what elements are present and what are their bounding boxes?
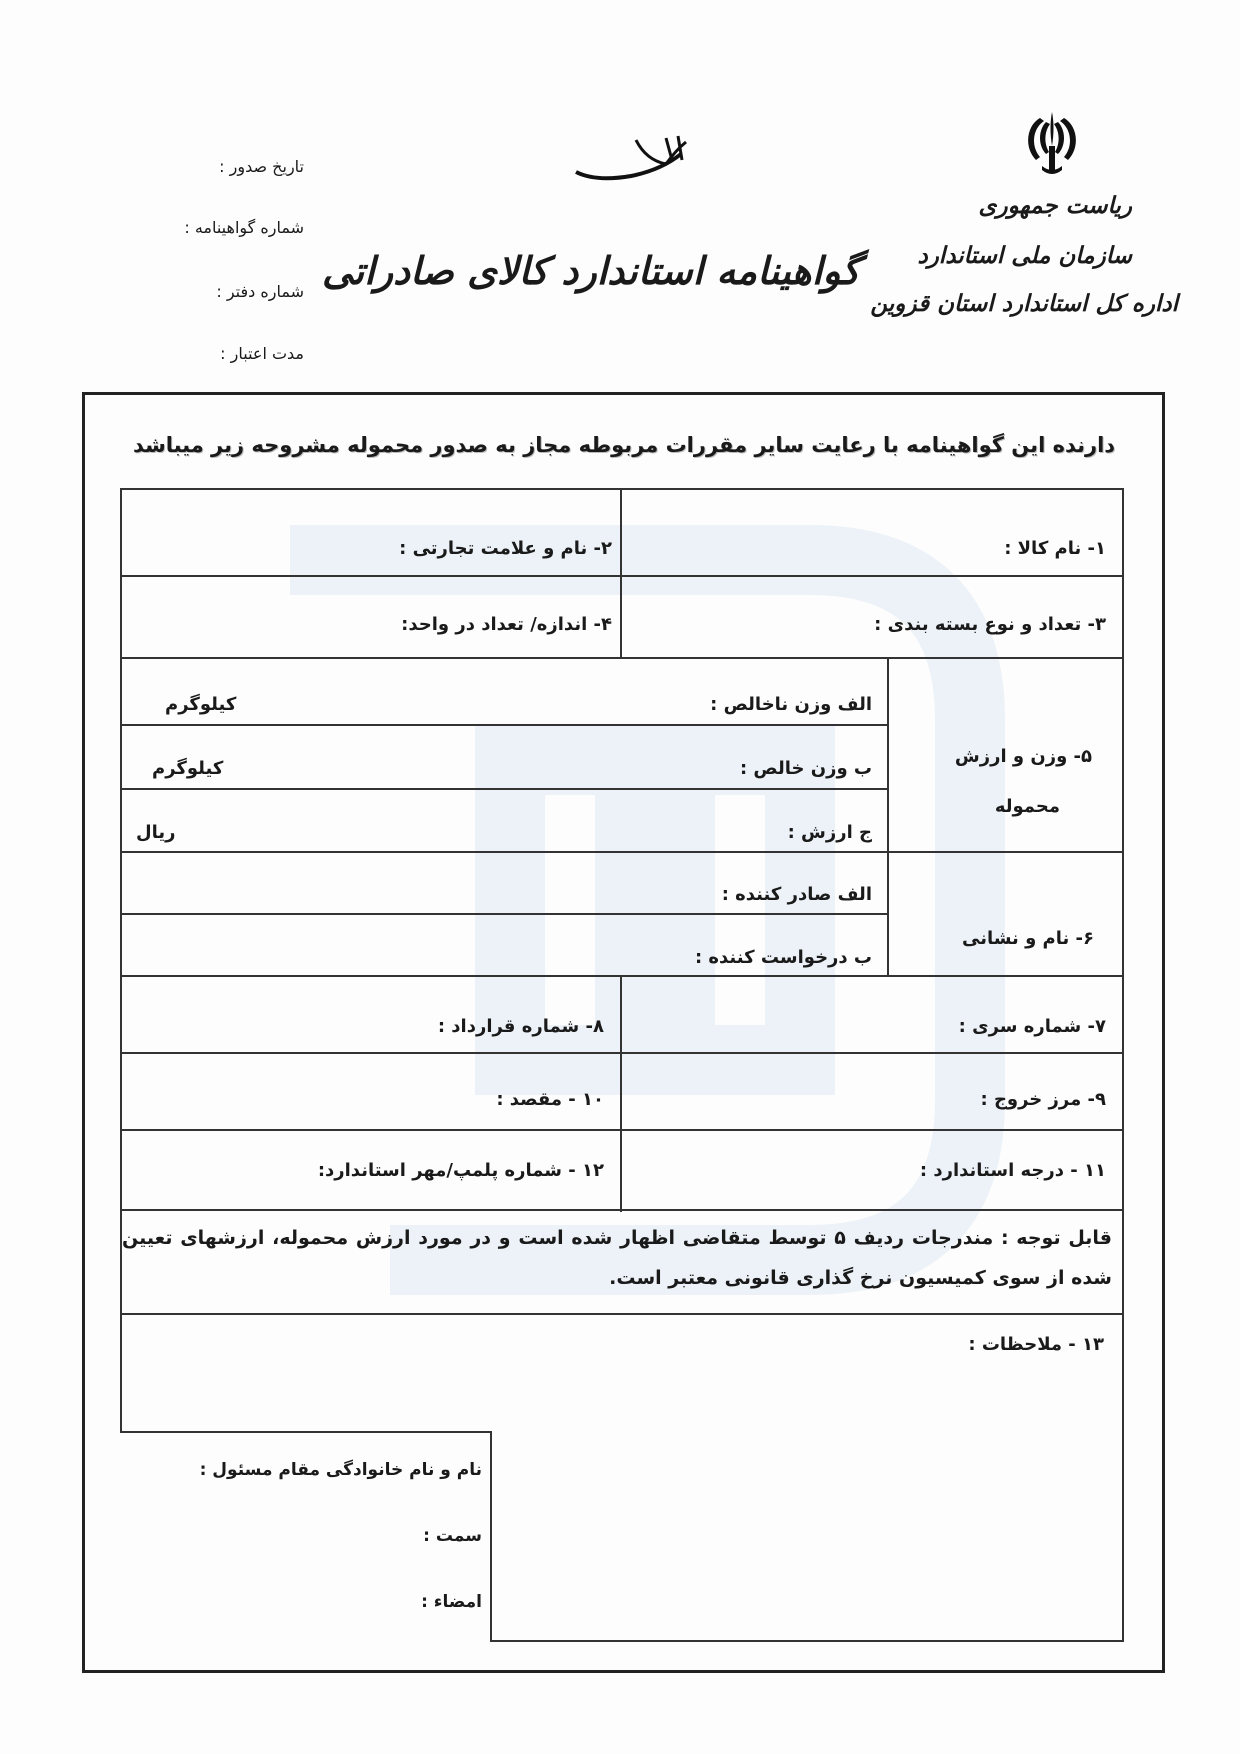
org-line-national-standards: سازمان ملی استاندارد <box>917 242 1132 269</box>
field-11-standard-grade: ۱۱ - درجه استاندارد : <box>919 1160 1106 1181</box>
field-1-product-name: ۱- نام کالا : <box>1004 538 1106 559</box>
office-number-label: شماره دفتر : <box>216 282 304 301</box>
intro-statement: دارنده این گواهینامه با رعایت سایر مقررات مربوطه مجاز به صدور محموله مشروحه زیر میباشد <box>132 433 1116 457</box>
field-5-weight-value: ۵- وزن و ارزش <box>954 746 1092 767</box>
gross-weight-unit: کیلوگرم <box>165 694 237 715</box>
official-signature-label: امضاء : <box>421 1592 482 1612</box>
field-9-exit-border: ۹- مرز خروج : <box>980 1089 1106 1110</box>
field-10-destination: ۱۰ - مقصد : <box>496 1089 604 1110</box>
basmala-calligraphy <box>566 130 706 190</box>
field-2-brand-name: ۲- نام و علامت تجارتی : <box>399 538 612 559</box>
basmala-calligraphy-icon <box>566 130 706 190</box>
field-5a-gross-weight: الف وزن ناخالص : <box>710 694 872 715</box>
official-name-label: نام و نام خانوادگی مقام مسئول : <box>199 1460 482 1480</box>
field-7-serial-number: ۷- شماره سری : <box>958 1016 1106 1037</box>
field-6b-applicant: ب درخواست کننده : <box>694 947 872 968</box>
net-weight-unit: کیلوگرم <box>152 758 224 779</box>
field-6a-exporter: الف صادر کننده : <box>721 884 872 905</box>
field-13-remarks: ۱۳ - ملاحظات : <box>968 1334 1104 1355</box>
field-6-name-address: ۶- نام و نشانی <box>962 928 1094 949</box>
field-8-contract-number: ۸- شماره قرارداد : <box>437 1016 604 1037</box>
value-unit: ریال <box>136 822 176 843</box>
field-5b-net-weight: ب وزن خالص : <box>739 758 872 779</box>
org-line-presidency: ریاست جمهوری <box>978 192 1132 219</box>
attention-note: قابل توجه : مندرجات ردیف ۵ توسط متقاضی اظهار شده است و در مورد ارزش محموله، ارزشهای تعیین شده از سوی کمیسیون نرخ گذاری قانونی معتبر است. <box>122 1227 1112 1289</box>
iran-emblem-icon <box>1018 108 1086 184</box>
certificate-number-label: شماره گواهینامه : <box>184 218 304 237</box>
field-4-size-per-unit: ۴- اندازه/ تعداد در واحد: <box>401 614 612 635</box>
field-12-seal-number: ۱۲ - شماره پلمپ/مهر استاندارد: <box>317 1160 604 1181</box>
document-title: گواهینامه استاندارد کالای صادراتی <box>321 248 860 293</box>
issue-date-label: تاریخ صدور : <box>219 157 304 176</box>
official-position-label: سمت : <box>423 1526 482 1546</box>
validity-label: مدت اعتبار : <box>220 344 304 363</box>
field-5-shipment: محموله <box>994 796 1060 817</box>
field-5c-value: ج ارزش : <box>787 822 872 843</box>
field-3-packaging: ۳- تعداد و نوع بسته بندی : <box>874 614 1106 635</box>
org-line-qazvin-office: اداره کل استاندارد استان قزوین <box>870 290 1178 317</box>
